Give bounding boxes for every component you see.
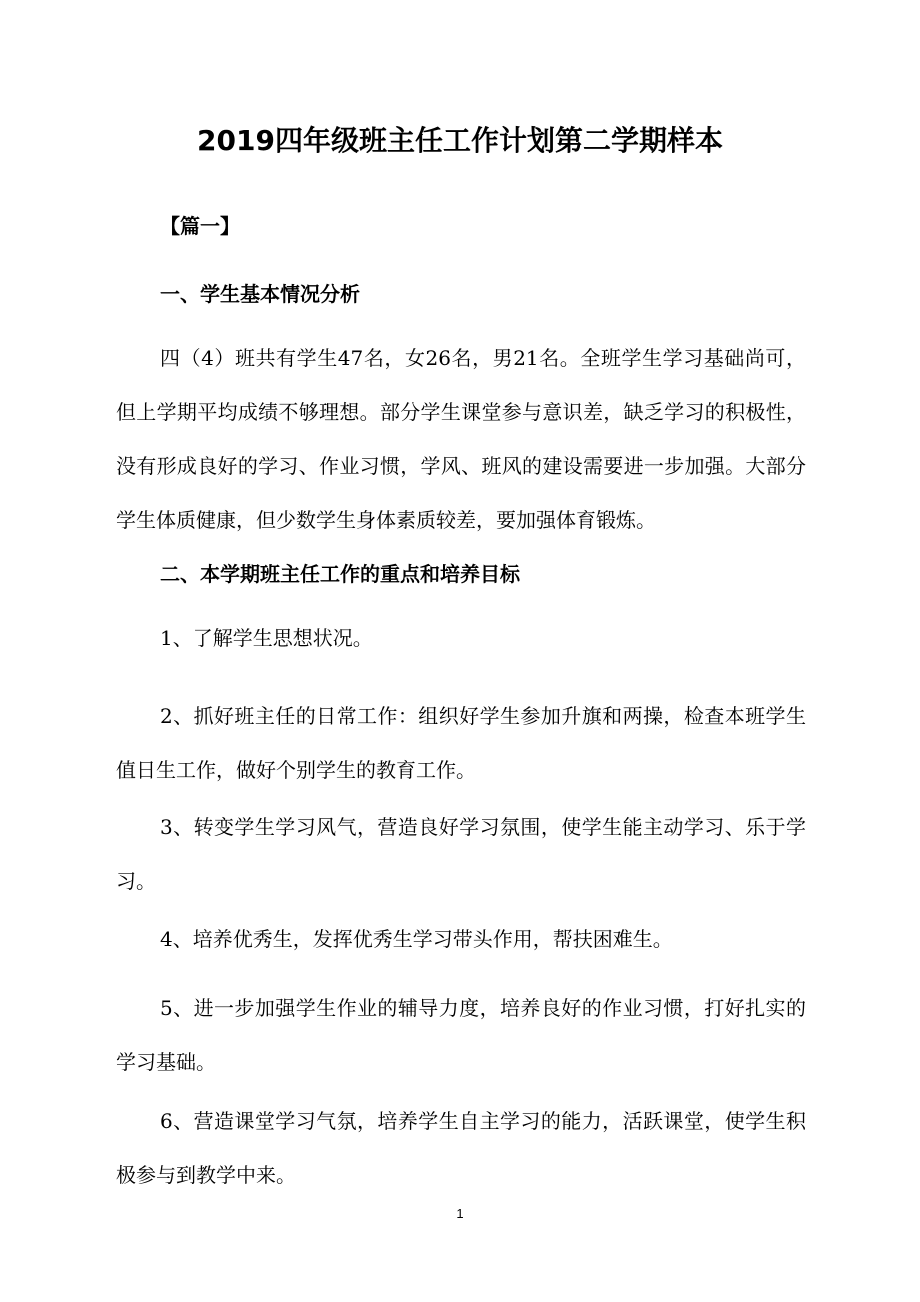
list-item: 1、了解学生思想状况。 [160, 626, 373, 650]
list-item: 4、培养优秀生，发挥优秀生学习带头作用，帮扶困难生。 [160, 927, 673, 951]
section-heading-student-analysis: 一、学生基本情况分析 [160, 282, 360, 306]
section-tag: 【篇一】 [160, 214, 240, 238]
section-heading-work-goals: 二、本学期班主任工作的重点和培养目标 [160, 562, 520, 586]
paragraph-student-analysis: 四（4）班共有学生47名，女26名，男21名。全班学生学习基础尚可，但上学期平均成绩不够理想。部分学生课堂参与意识差，缺乏学习的积极性，没有形成良好的学习、作业习惯，学风、班风的建设需要进一步加强。大部分学生体质健康，但少数学生身体素质较差，要加强体育锻炼。 [116, 346, 806, 532]
page-number: 1 [456, 1206, 464, 1221]
list-item: 2、抓好班主任的日常工作：组织好学生参加升旗和两操，检查本班学生值日生工作，做好个别学生的教育工作。 [116, 704, 806, 782]
list-item: 6、营造课堂学习气氛，培养学生自主学习的能力，活跃课堂，使学生积极参与到教学中来。 [116, 1109, 806, 1187]
document-title: 2019四年级班主任工作计划第二学期样本 [197, 124, 723, 157]
list-item: 5、进一步加强学生作业的辅导力度，培养良好的作业习惯，打好扎实的学习基础。 [116, 996, 806, 1074]
list-item: 3、转变学生学习风气，营造良好学习氛围，使学生能主动学习、乐于学习。 [116, 815, 806, 893]
